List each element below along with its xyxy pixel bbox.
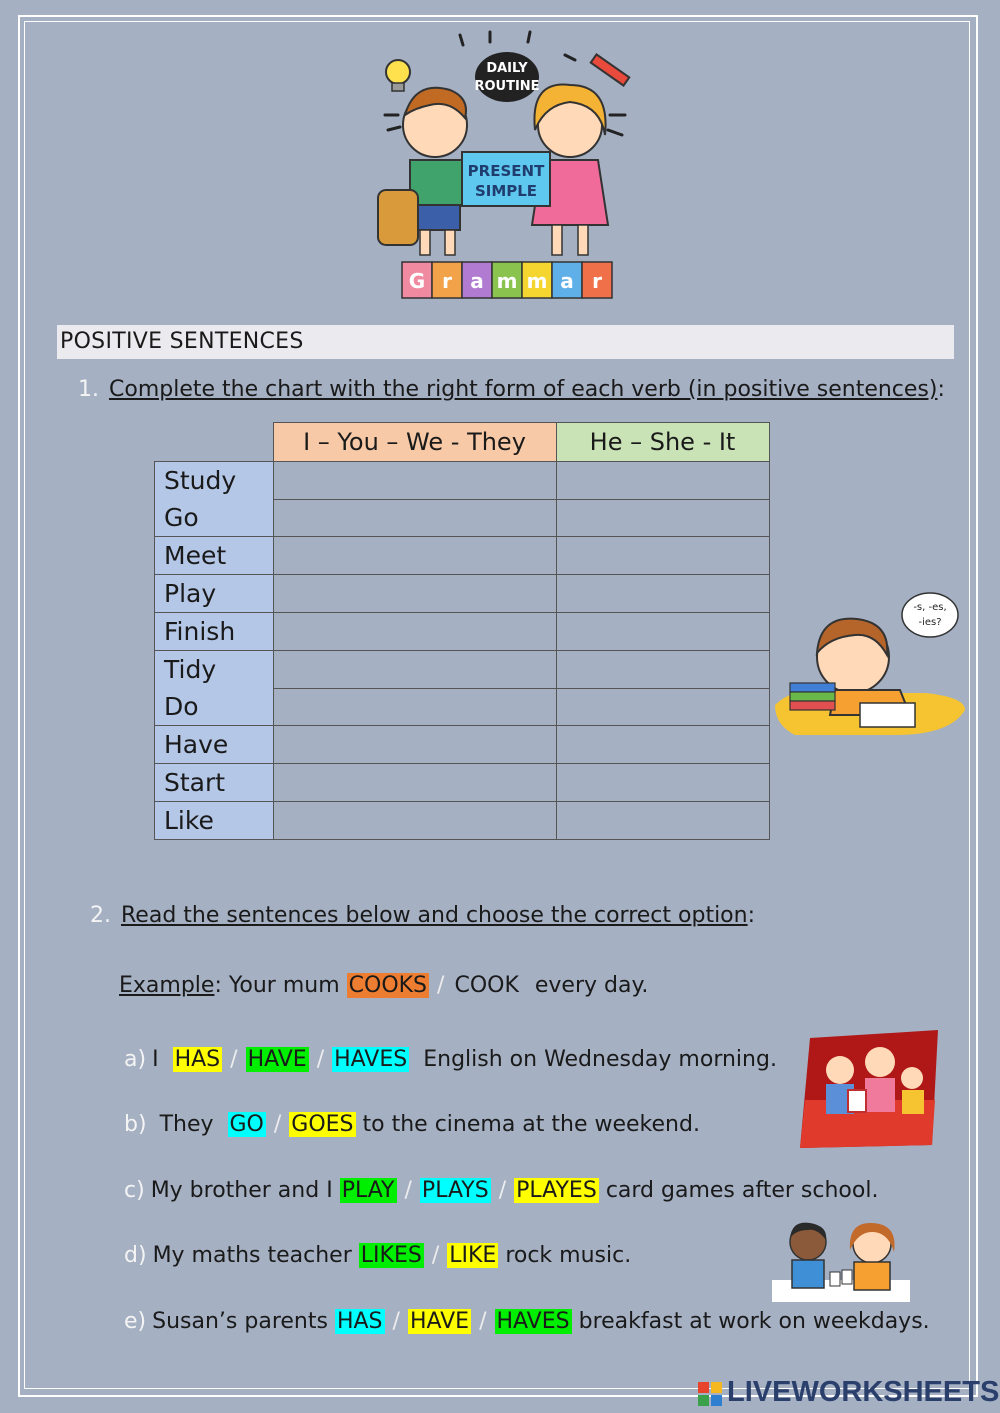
answer-cell[interactable] xyxy=(556,651,769,689)
present-simple-illustration xyxy=(370,30,640,305)
option-e-has[interactable]: HAS xyxy=(336,1309,383,1334)
badge-line2: ROUTINE xyxy=(474,79,540,94)
verb-chart xyxy=(154,422,770,840)
sentence-a: a) I HAS / HAVE / HAVES English on Wednesday morning. xyxy=(124,1047,777,1072)
answer-cell[interactable] xyxy=(273,651,556,689)
q2-trail: : xyxy=(747,903,756,928)
svg-text:m: m xyxy=(496,269,518,293)
sign-line1: PRESENT xyxy=(467,162,545,180)
answer-cell[interactable] xyxy=(556,575,769,613)
answer-cell[interactable] xyxy=(273,537,556,575)
option-b-goes[interactable]: GOES xyxy=(291,1112,354,1137)
example-label: Example xyxy=(119,973,215,998)
answer-cell[interactable] xyxy=(556,802,769,840)
verb-go: Go xyxy=(155,499,274,537)
svg-text:a: a xyxy=(470,269,484,293)
sentence-d: d) My maths teacher LIKES / LIKE rock music. xyxy=(124,1243,632,1268)
verb-play: Play xyxy=(155,575,274,613)
answer-cell[interactable] xyxy=(556,726,769,764)
bubble-line2: -ies? xyxy=(918,617,942,628)
option-cooks[interactable]: COOKS xyxy=(348,973,428,998)
verb-finish: Finish xyxy=(155,613,274,651)
svg-text:m: m xyxy=(526,269,548,293)
section-title: POSITIVE SENTENCES xyxy=(57,325,954,359)
answer-cell[interactable] xyxy=(273,726,556,764)
option-c-playes[interactable]: PLAYES xyxy=(516,1178,597,1203)
kids-card-games-illustration xyxy=(772,1220,910,1302)
svg-text:G: G xyxy=(408,269,426,293)
svg-text:a: a xyxy=(560,269,574,293)
sentence-e: e) Susan’s parents HAS / HAVE / HAVES breakfast at work on weekdays. xyxy=(124,1309,930,1334)
svg-text:r: r xyxy=(592,269,602,293)
grammar-books xyxy=(402,262,612,298)
option-b-go[interactable]: GO xyxy=(229,1112,264,1137)
q1-trail: : xyxy=(937,377,945,402)
sentence-b: b) They GO / GOES to the cinema at the weekend. xyxy=(124,1112,700,1137)
answer-cell[interactable] xyxy=(273,499,556,537)
answer-cell[interactable] xyxy=(556,499,769,537)
pencil-icon xyxy=(591,54,630,85)
option-c-play[interactable]: PLAY xyxy=(341,1178,395,1203)
option-e-haves[interactable]: HAVES xyxy=(496,1309,570,1334)
answer-cell[interactable] xyxy=(273,462,556,500)
thinking-kid-illustration xyxy=(775,585,970,745)
answer-cell[interactable] xyxy=(556,764,769,802)
example-line: Example: Your mum COOKS / COOK every day. xyxy=(119,973,649,998)
verb-like: Like xyxy=(155,802,274,840)
answer-cell[interactable] xyxy=(556,537,769,575)
answer-cell[interactable] xyxy=(273,613,556,651)
sign-line2: SIMPLE xyxy=(474,182,538,200)
lightbulb-icon xyxy=(386,60,410,91)
boy-figure xyxy=(378,88,467,255)
answer-cell[interactable] xyxy=(273,688,556,726)
verb-meet: Meet xyxy=(155,537,274,575)
q1-instruction: Complete the chart with the right form of each verb (in positive sentences) xyxy=(109,377,938,402)
answer-cell[interactable] xyxy=(273,575,556,613)
verb-tidy: Tidy xyxy=(155,651,274,689)
option-a-have[interactable]: HAVE xyxy=(247,1047,307,1072)
answer-cell[interactable] xyxy=(273,764,556,802)
option-d-likes[interactable]: LIKES xyxy=(360,1243,422,1268)
col-header-i-you-we-they: I – You – We - They xyxy=(273,423,556,462)
svg-text:r: r xyxy=(442,269,452,293)
answer-cell[interactable] xyxy=(556,462,769,500)
q2-title xyxy=(90,903,755,928)
q2-number: 2. xyxy=(90,903,111,928)
sentence-c: c) My brother and I PLAY / PLAYS / PLAYES card games after school. xyxy=(124,1178,879,1203)
col-header-he-she-it: He – She - It xyxy=(556,423,769,462)
q1-title xyxy=(78,377,945,402)
answer-cell[interactable] xyxy=(556,613,769,651)
answer-cell[interactable] xyxy=(273,802,556,840)
example-pre: Your mum xyxy=(228,973,340,998)
liveworksheets-logo-icon xyxy=(698,1382,722,1406)
option-c-plays[interactable]: PLAYS xyxy=(421,1178,489,1203)
badge-line1: DAILY xyxy=(486,61,528,76)
option-a-has[interactable]: HAS xyxy=(174,1047,221,1072)
answer-cell[interactable] xyxy=(556,688,769,726)
verb-have: Have xyxy=(155,726,274,764)
q2-instruction: Read the sentences below and choose the correct option xyxy=(121,903,748,928)
bubble-line1: -s, -es, xyxy=(913,602,947,613)
verb-do: Do xyxy=(155,688,274,726)
cinema-family-illustration xyxy=(800,1030,942,1148)
option-cook[interactable]: COOK xyxy=(454,973,519,998)
example-post: every day. xyxy=(534,973,649,998)
verb-start: Start xyxy=(155,764,274,802)
verb-study: Study xyxy=(155,462,274,500)
option-a-haves[interactable]: HAVES xyxy=(334,1047,408,1072)
option-e-have[interactable]: HAVE xyxy=(409,1309,470,1334)
liveworksheets-brand[interactable]: LIVEWORKSHEETS xyxy=(727,1376,1000,1408)
q1-number: 1. xyxy=(78,377,99,402)
option-d-like[interactable]: LIKE xyxy=(449,1243,497,1268)
